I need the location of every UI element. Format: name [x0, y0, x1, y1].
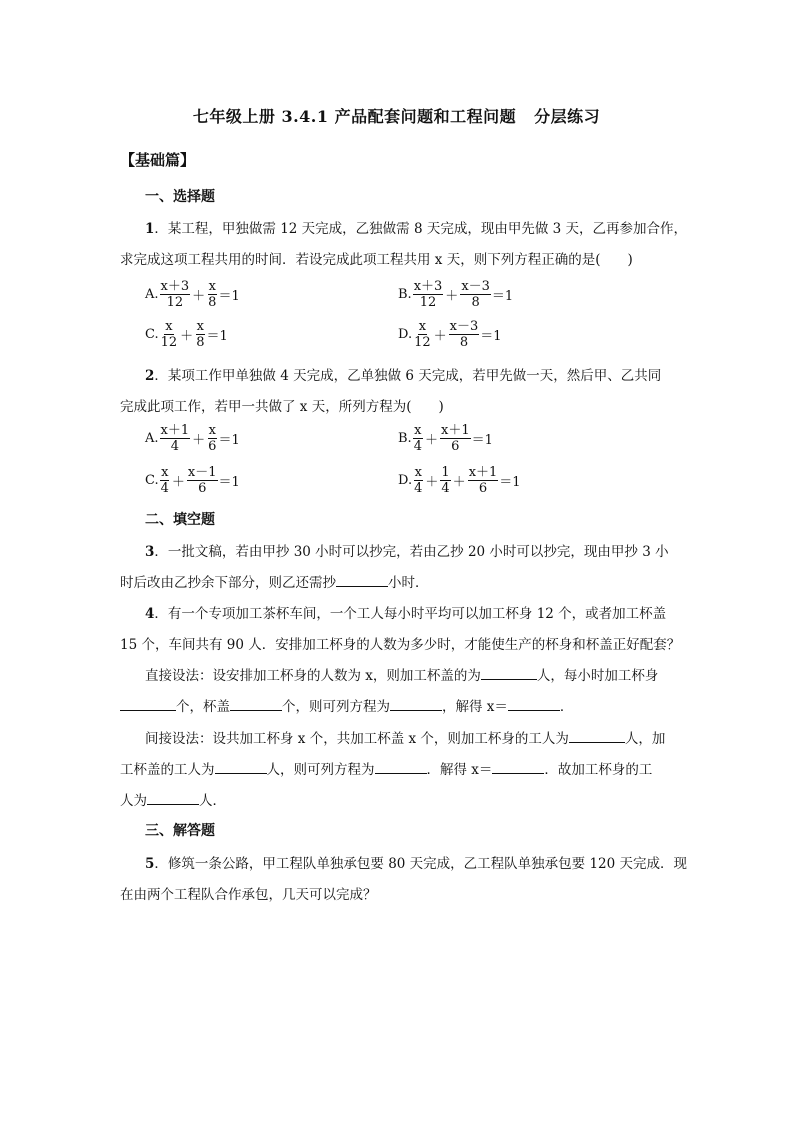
- section-basic: 【基础篇】: [120, 151, 196, 169]
- q4-direct-blank-2[interactable]: [120, 696, 176, 711]
- q1-option-b[interactable]: B. $\frac{x+3}{12}$ ＋ $\frac{x-3}{8}$ ＝1: [398, 278, 514, 310]
- q4-line1: 4．有一个专项加工茶杯车间，一个工人每小时平均可以加工杯身 12 个，或者加工杯盖: [145, 606, 667, 622]
- q5-line1: 5．修筑一条公路，甲工程队单独承包要 80 天完成，乙工程队单独承包要 120 天完成．现: [145, 856, 688, 872]
- q2-line1: 2．某项工作甲单独做 4 天完成，乙单独做 6 天完成，若甲先做一天，然后甲、乙共同: [145, 368, 662, 384]
- q3-number: 3: [145, 544, 155, 560]
- q4-indirect-line3: 人为 人．: [120, 789, 685, 809]
- page-title: [0, 104, 793, 127]
- q4-indirect-blank-2[interactable]: [215, 759, 267, 774]
- q4-line2: 15 个，车间共有 90 人．安排加工杯身的人数为多少时，才能使生产的杯身和杯盖正好配套？: [120, 637, 681, 653]
- q1-line1: 1．某工程，甲独做需 12 天完成，乙独做需 8 天完成，现由甲先做 3 天，乙再参加合作，: [145, 221, 688, 237]
- title-sub: 分层练习: [534, 107, 601, 126]
- q4-number: 4: [145, 606, 155, 622]
- q2-option-c[interactable]: C. $\frac{x}{4}$ ＋ $\frac{x-1}{6}$ ＝1: [145, 464, 240, 496]
- q4-direct-blank-1[interactable]: [481, 665, 537, 680]
- q4-direct-line1: 直接设法：设安排加工杯身的人数为 x，则加工杯盖的为 人，每小时加工杯身: [145, 664, 685, 684]
- q4-direct-blank-4[interactable]: [390, 696, 442, 711]
- q1-line2: 求完成这项工程共用的时间．若设完成此项工程共用 x 天，则下列方程正确的是( ): [120, 252, 633, 268]
- q3-line2: 时后改由乙抄余下部分，则乙还需抄 小时．: [120, 571, 685, 591]
- q4-indirect-blank-4[interactable]: [492, 759, 544, 774]
- q3-answer-blank[interactable]: [336, 572, 388, 587]
- title-main: 七年级上册 3.4.1 产品配套问题和工程问题: [192, 107, 517, 126]
- q1-option-c[interactable]: C. $\frac{x}{12}$ ＋ $\frac{x}{8}$ ＝1: [145, 318, 228, 350]
- q2-number: 2: [145, 368, 155, 384]
- q4-indirect-blank-5[interactable]: [147, 790, 199, 805]
- heading-fill-in: 二、填空题: [145, 512, 215, 528]
- q4-indirect-blank-1[interactable]: [569, 728, 625, 743]
- q1-option-d[interactable]: D. $\frac{x}{12}$ ＋ $\frac{x-3}{8}$ ＝1: [398, 318, 502, 350]
- q2-option-d[interactable]: D. $\frac{x}{4}$ ＋ $\frac{1}{4}$ ＋ $\frac{x+1}{6}$ ＝1: [398, 464, 521, 496]
- q4-indirect-line1: 间接设法：设共加工杯身 x 个，共加工杯盖 x 个，则加工杯身的工人为 人，加: [145, 727, 685, 747]
- q4-direct-blank-5[interactable]: [508, 696, 560, 711]
- q1-number: 1: [145, 221, 155, 237]
- q4-indirect-line2: 工杯盖的工人为 人，则可列方程为 ．解得 x＝ ．故加工杯身的工: [120, 758, 685, 778]
- heading-multiple-choice: 一、选择题: [145, 189, 215, 205]
- heading-solve: 三、解答题: [145, 823, 215, 839]
- q2-option-a[interactable]: A. $\frac{x+1}{4}$ ＋ $\frac{x}{6}$ ＝1: [145, 422, 240, 454]
- q1-option-a[interactable]: A. $\frac{x+3}{12}$ ＋ $\frac{x}{8}$ ＝1: [145, 278, 240, 310]
- q4-direct-blank-3[interactable]: [230, 696, 282, 711]
- q2-line2: 完成此项工作，若甲一共做了 x 天，所列方程为( ): [120, 399, 444, 415]
- q3-line1: 3．一批文稿，若由甲抄 30 小时可以抄完，若由乙抄 20 小时可以抄完，现由甲抄 3 小: [145, 544, 669, 560]
- q4-indirect-blank-3[interactable]: [375, 759, 427, 774]
- q5-number: 5: [145, 856, 155, 872]
- q2-option-b[interactable]: B. $\frac{x}{4}$ ＋ $\frac{x+1}{6}$ ＝1: [398, 422, 493, 454]
- q4-direct-line2: 个，杯盖 个，则可列方程为 ，解得 x＝ ．: [120, 695, 685, 715]
- q5-line2: 在由两个工程队合作承包，几天可以完成？: [120, 887, 377, 903]
